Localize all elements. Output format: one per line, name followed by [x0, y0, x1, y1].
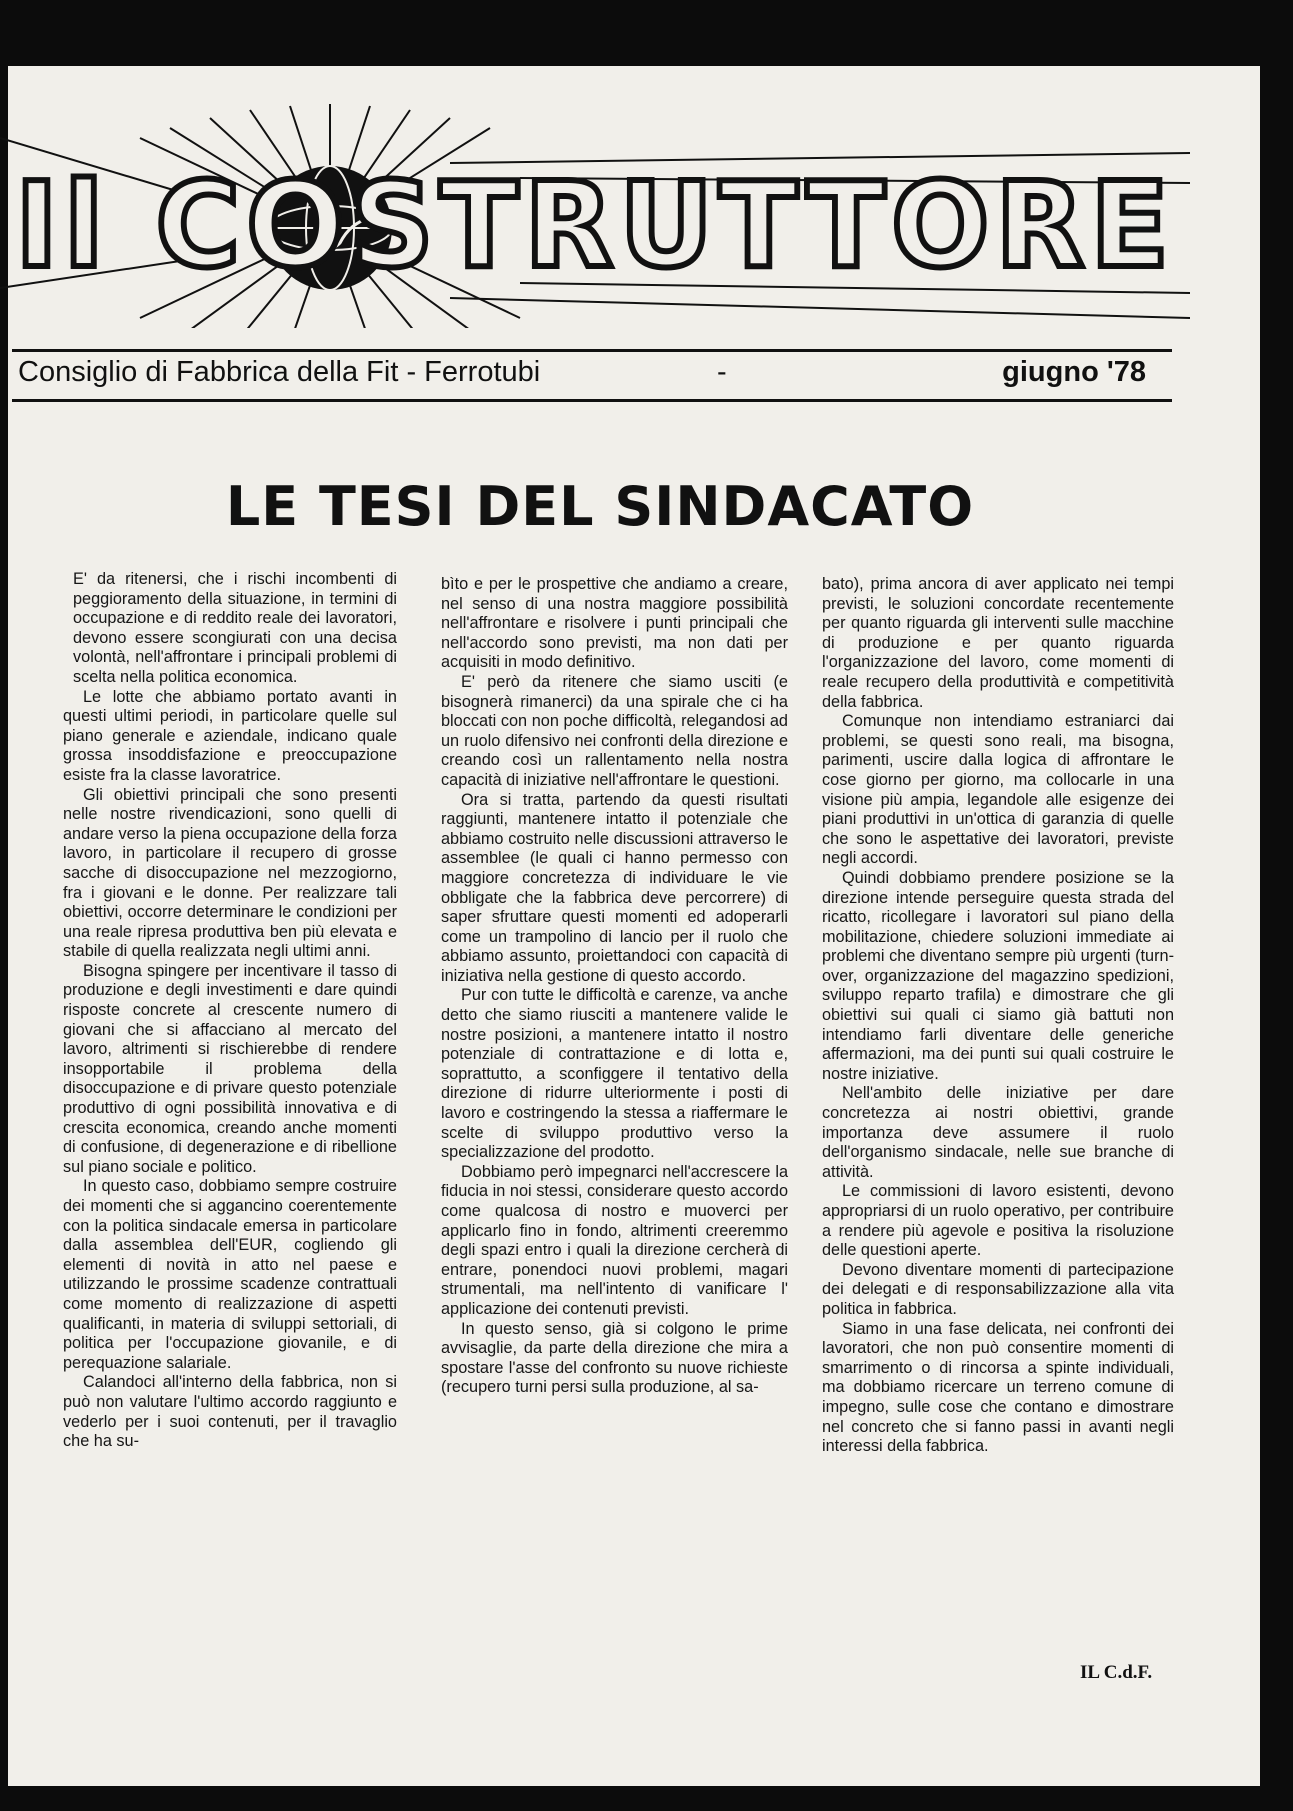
paragraph: E' da ritenersi, che i rischi incombenti di peggioramento della situazione, in termini di occupazione e di reddito reale dei lavoratori, devono essere scongiurati con una decisa volontà, nell'affrontare i principali problemi di scelta nella politica economica. — [73, 570, 397, 686]
article-column-2 — [441, 575, 788, 1398]
paragraph: bìto e per le prospettive che andiamo a creare, nel senso di una nostra maggiore possibilità nell'affrontare e risolvere i punti principali che nell'accordo sono previsti, ma non dati per acquisiti in modo definitivo. — [441, 575, 788, 672]
publisher-name: Consiglio di Fabbrica della Fit - Ferrotubi — [18, 356, 541, 388]
paragraph: Bisogna spingere per incentivare il tasso di produzione e degli investimenti e dare quindi risposte concrete al crescente numero di giovani che si affacciano al mercato del lavoro, altrimenti si rischierebbe di rendere insopportabile il problema della disoccupazione e di privare questo potenziale produttivo di ogni possibilità innovativa e di crescita economica, creando anche momenti di confusione, di degenerazione e di ribellione sul piano sociale e politico. — [63, 961, 397, 1176]
article-column-3 — [822, 575, 1174, 1457]
subtitle-separator: - — [717, 356, 727, 388]
paragraph: Siamo in una fase delicata, nei confronti dei lavoratori, che non può consentire momenti di smarrimento o di rincorsa a spinte individuali, ma dobbiamo ricercare un terreno comune di impegno, sulle cose che contano e dimostrare nel concreto che si fanno passi in avanti negli interessi della fabbrica. — [822, 1319, 1174, 1456]
paragraph: Le lotte che abbiamo portato avanti in questi ultimi periodi, in particolare quelle sul piano generale e aziendale, indicano quale grossa insoddisfazione e preoccupazione esiste fra la classe lavoratrice. — [63, 687, 397, 784]
paragraph: Quindi dobbiamo prendere posizione se la direzione intende perseguire questa strada del ricatto, ricollegare i lavoratori sul piano della mobilitazione, chiedere soluzioni immediate ai problemi che diventano sempre più urgenti (turn-over, organizzazione del magazzino spedizioni, sviluppo reparto trafila) e dimostrare che gli obiettivi sui quali ci siamo già battuti non intendiamo farli diventare delle generiche affermazioni, ma dei punti sui quali costruire le nostre iniziative. — [822, 868, 1174, 1083]
article-column-1 — [63, 570, 397, 1452]
issue-date: giugno '78 — [1002, 356, 1146, 388]
article-headline: LE TESI DEL SINDACATO — [225, 475, 975, 538]
paragraph: Devono diventare momenti di partecipazione dei delegati e di responsabilizzazione alla vita politica in fabbrica. — [822, 1260, 1174, 1318]
masthead-logo — [0, 68, 1190, 328]
paragraph: Pur con tutte le difficoltà e carenze, va anche detto che siamo riusciti a mantenere valide le nostre posizioni, a mantenere intatto il nostro potenziale di contrattazione e di lotta e, soprattutto, a sconfiggere il tentativo della direzione di ridurre ulteriormente i posti di lavoro e costringendo la stessa a riaffermare le scelte di sviluppo produttivo verso la specializzazione del prodotto. — [441, 986, 788, 1162]
article-signature: IL C.d.F. — [1080, 1662, 1153, 1683]
paragraph: In questo caso, dobbiamo sempre costruire dei momenti che si aggancino coerentemente con la politica sindacale emersa in particolare dalla assemblea dell'EUR, cogliendo gli elementi di novità in atto nel paese e utilizzando le prossime scadenze contrattuali come momento di realizzazione di aspetti qualificanti, in materia di sviluppi settoriali, di politica per l'occupazione giovanile, e di perequazione salariale. — [63, 1177, 397, 1372]
logo-title: Il COSTRUTTORE — [15, 156, 1175, 294]
paragraph: In questo senso, già si colgono le prime avvisaglie, da parte della direzione che mira a spostare l'asse del confronto su nuove richieste (recupero turni persi sulla produzione, al sa- — [441, 1319, 788, 1397]
top-rule — [12, 349, 1172, 352]
bottom-rule — [12, 399, 1172, 402]
paragraph: Le commissioni di lavoro esistenti, devono appropriarsi di un ruolo operativo, per contribuire a rendere più agevole e positiva la risoluzione delle questioni aperte. — [822, 1182, 1174, 1260]
paragraph: bato), prima ancora di aver applicato nei tempi previsti, le soluzioni concordate recentemente per quanto riguarda gli interventi sulle macchine di produzione e per quanto riguarda l'organizzazione del lavoro, come momenti di reale recupero della produttività e competitività della fabbrica. — [822, 575, 1174, 711]
paragraph: Comunque non intendiamo estraniarci dai problemi, se questi sono reali, ma bisogna, parimenti, uscire dalla logica di affrontare le cose giorno per giorno, ma collocarle in una visione più ampia, legandole alle esigenze dei piani produttivi in un'ottica di garanzia di quelle che sono le aspettative dei lavoratori, previste negli accordi. — [822, 712, 1174, 868]
paragraph: Gli obiettivi principali che sono presenti nelle nostre rivendicazioni, sono quelli di andare verso la piena occupazione della forza lavoro, in particolare il recupero di grosse sacche di disoccupazione nel mezzogiorno, fra i giovani e le donne. Per realizzare tali obiettivi, occorre determinare le condizioni per una reale ripresa produttiva ben più elevata e stabile di quella realizzata negli ultimi anni. — [63, 785, 397, 961]
paragraph: Dobbiamo però impegnarci nell'accrescere la fiducia in noi stessi, considerare questo accordo come qualcosa di nostro e muoverci per applicarlo fino in fondo, altrimenti creeremmo degli spazi entro i quali la direzione cercherà di entrare, ponendoci nuovi problemi, magari strumentali, ma nell'intento di vanificare l' applicazione dei contenuti previsti. — [441, 1162, 788, 1318]
paragraph: E' però da ritenere che siamo usciti (e bisognerà rimanerci) da una spirale che ci ha bloccati con non poche difficoltà, relegandosi ad un ruolo difensivo nei confronti della direzione e creando così un rallentamento nella nostra capacità di iniziative nell'affrontare le questioni. — [441, 672, 788, 789]
paragraph: Ora si tratta, partendo da questi risultati raggiunti, mantenere intatto il potenziale che abbiamo costruito nelle discussioni attraverso le assemblee (le quali ci hanno permesso con maggiore concretezza di individuare le vie obbligate che la fabbrica deve percorrere) di saper sfruttare questi momenti ed adoperarli come un trampolino di lancio per il ruolo che abbiamo assunto, proiettandoci con capacità di iniziativa nella gestione di questo accordo. — [441, 790, 788, 985]
masthead-subtitle-bar — [12, 356, 1170, 396]
paragraph: Nell'ambito delle iniziative per dare concretezza ai nostri obiettivi, grande importanza deve assumere il ruolo dell'organismo sindacale, nelle sue branche di attività. — [822, 1084, 1174, 1181]
paragraph: Calandoci all'interno della fabbrica, non si può non valutare l'ultimo accordo raggiunto e vederlo per i suoi contenuti, per il travaglio che ha su- — [63, 1373, 397, 1451]
